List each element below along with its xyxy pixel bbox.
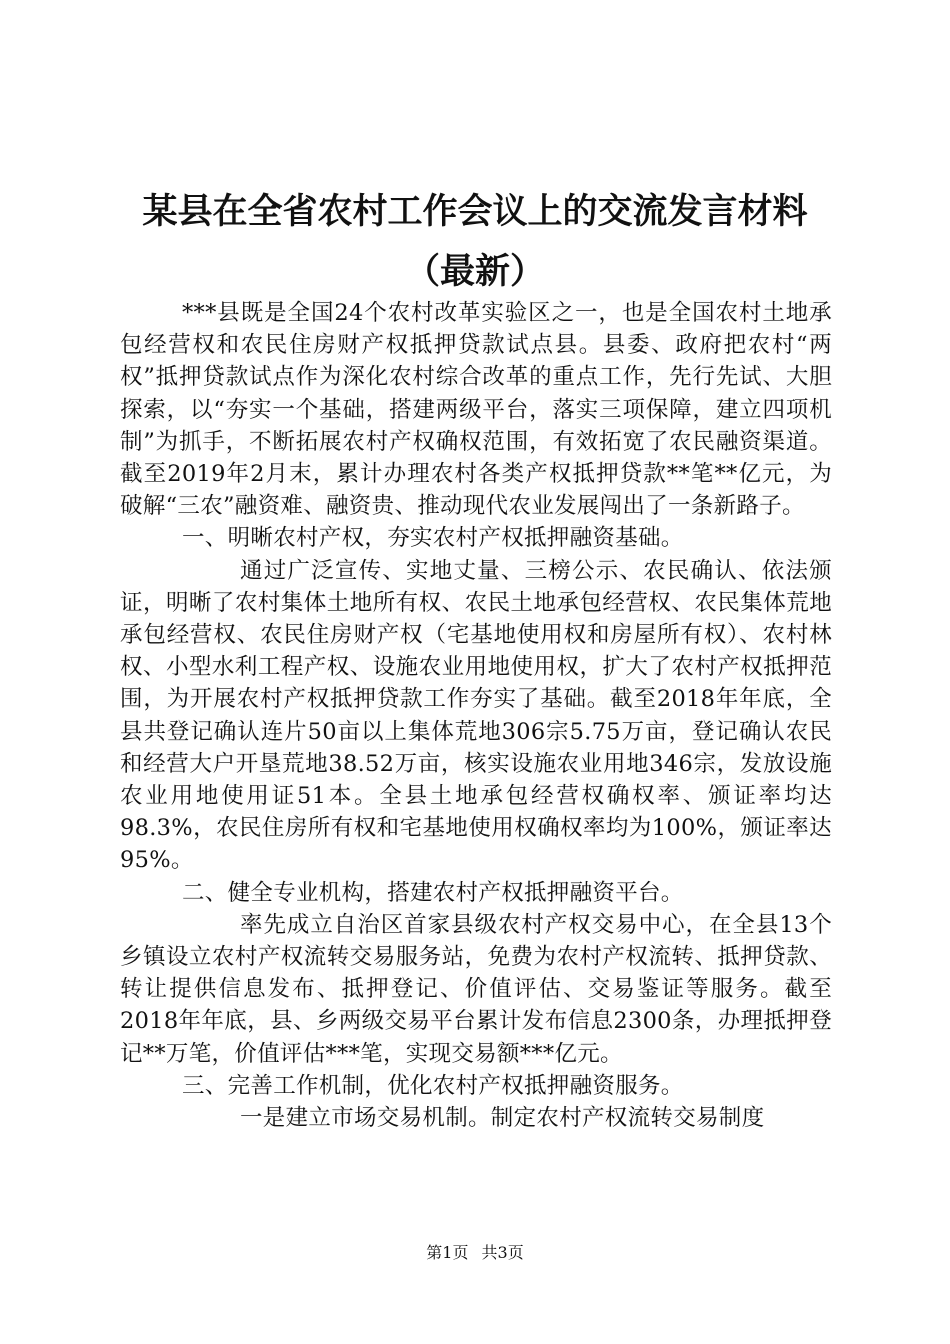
section-paragraph-1: 通过广泛宣传、实地丈量、三榜公示、农民确认、依法颁证，明晰了农村集体土地所有权、农民土地承包经营权、农民集体荒地承包经营权、农民住房财产权（宅基地使用权和房屋所有权）、农村林权、小型水利工程产权、设施农业用地使用权，扩大了农村产权抵押范围，为开展农村产权抵押贷款工作夯实了基础。截至2018年年底，全县共登记确认连片50亩以上集体荒地306宗5.75万亩，登记确认农民和经营大户开垦荒地38.52万亩，核实设施农业用地346宗，发放设施农业用地使用证51本。全县土地承包经营权确权率、颁证率均达98.3%，农民住房所有权和宅基地使用权确权率均为100%，颁证率达95%。 [120,557,832,874]
document-title-suffix: （最新） [404,251,545,292]
document-title: 某县在全省农村工作会议上的交流发言材料 [142,191,808,232]
section-heading-2: 二、健全专业机构，搭建农村产权抵押融资平台。 [182,879,684,906]
intro-paragraph: ***县既是全国24个农村改革实验区之一，也是全国农村土地承包经营权和农民住房财产权抵押贷款试点县。县委、政府把农村“两权”抵押贷款试点作为深化农村综合改革的重点工作，先行先试、大胆探索，以“夯实一个基础，搭建两级平台，落实三项保障，建立四项机制”为抓手，不断拓展农村产权确权范围，有效拓宽了农民融资渠道。截至2019年2月末，累计办理农村各类产权抵押贷款**笔**亿元，为破解“三农”融资难、融资贵、推动现代农业发展闯出了一条新路子。 [120,300,832,520]
section-paragraph-2: 率先成立自治区首家县级农村产权交易中心，在全县13个乡镇设立农村产权流转交易服务站，免费为农村产权流转、抵押贷款、转让提供信息发布、抵押登记、价值评估、交易鉴证等服务。截至2018年年底，县、乡两级交易平台累计发布信息2300条，办理抵押登记**万笔，价值评估***笔，实现交易额***亿元。 [120,911,832,1067]
section-heading-3: 三、完善工作机制，优化农村产权抵押融资服务。 [182,1072,684,1099]
page-footer [0,1243,950,1263]
section-heading-1: 一、明晰农村产权，夯实农村产权抵押融资基础。 [182,525,684,552]
page-total: 共3页 [481,1243,524,1262]
page-number: 第1页 [426,1243,469,1262]
document-body [120,297,832,1134]
section-paragraph-3: 一是建立市场交易机制。制定农村产权流转交易制度 [240,1105,765,1132]
